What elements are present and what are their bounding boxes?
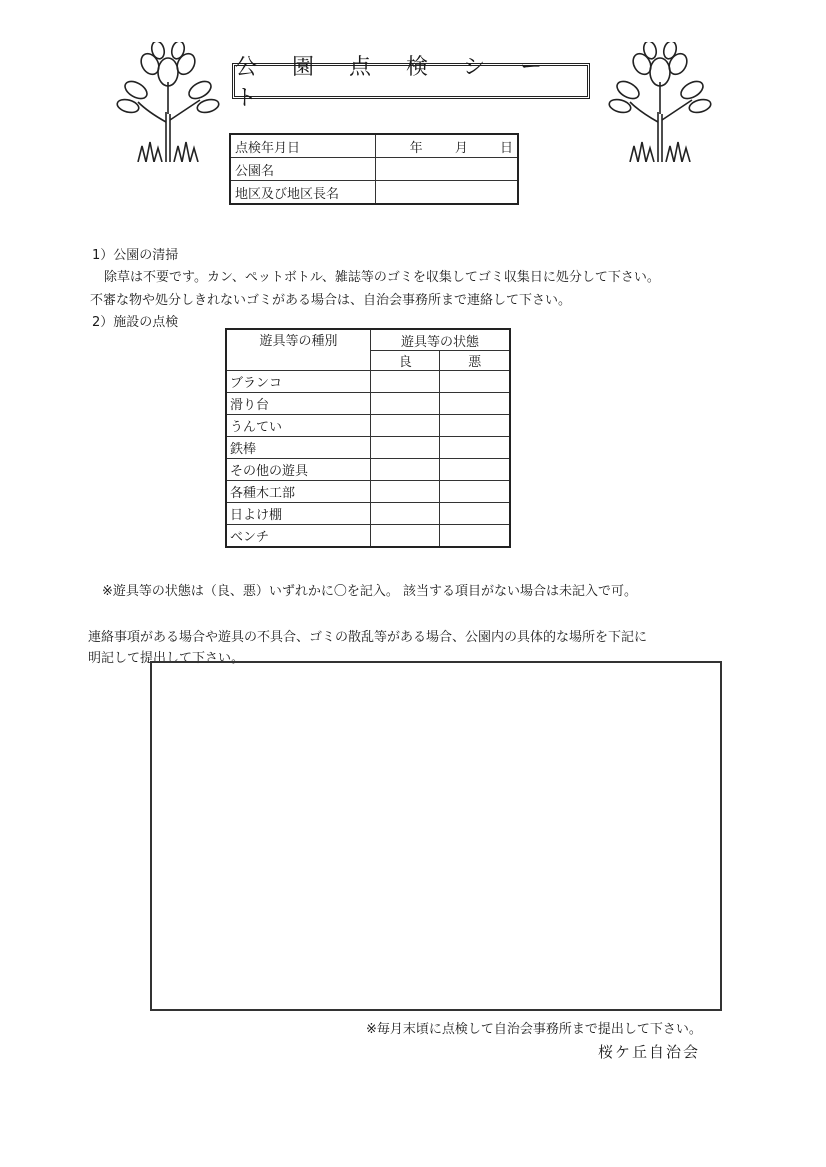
info-table [229,133,519,205]
day-unit: 日 [499,140,513,156]
info-label: 地区及び地区長名 [230,181,375,205]
remarks-box[interactable] [150,661,722,1011]
bad-cell[interactable] [440,459,510,481]
item-label: 鉄棒 [226,437,370,459]
bad-cell[interactable] [440,525,510,548]
section1-line1: 除草は不要です。カン、ペットボトル、雑誌等のゴミを収集してゴミ収集日に処分して下さい。 [104,270,660,285]
table-row [226,503,510,525]
park-name-field[interactable] [375,158,518,181]
item-label: ベンチ [226,525,370,548]
tree-illustration-left [108,42,228,162]
date-field[interactable] [375,134,518,158]
good-cell[interactable] [370,459,440,481]
contact-line1: 連絡事項がある場合や遊具の不具合、ゴミの散乱等がある場合、公園内の具体的な場所を下記に [88,630,648,645]
good-cell[interactable] [370,415,440,437]
header-bad: 悪 [440,351,510,371]
bad-cell[interactable] [440,503,510,525]
item-label: 日よけ棚 [226,503,370,525]
district-field[interactable] [375,181,518,205]
equipment-table [225,328,511,548]
item-label: 各種木工部 [226,481,370,503]
item-label: 滑り台 [226,393,370,415]
bad-cell[interactable] [440,393,510,415]
section2-heading: 2）施設の点検 [92,315,179,330]
info-row-park [230,158,518,181]
good-cell[interactable] [370,393,440,415]
table-row [226,481,510,503]
bad-cell[interactable] [440,437,510,459]
section1-line2: 不審な物や処分しきれないゴミがある場合は、自治会事務所まで連絡して下さい。 [90,293,572,308]
contact-line2: 明記して提出して下さい。 [88,651,245,666]
good-cell[interactable] [370,503,440,525]
year-unit: 年 [409,140,423,156]
info-label: 公園名 [230,158,375,181]
month-unit: 月 [454,140,468,156]
status-note: ※遊具等の状態は（良、悪）いずれかに〇を記入。 該当する項目がない場合は未記入で可。 [102,584,638,599]
header-type: 遊具等の種別 [226,329,370,371]
tree-illustration-right [600,42,720,162]
info-row-district [230,181,518,205]
table-row [226,371,510,393]
table-row [226,459,510,481]
bad-cell[interactable] [440,415,510,437]
page-title: 公 園 点 検 シ ー ト [232,63,590,99]
item-label: ブランコ [226,371,370,393]
bad-cell[interactable] [440,371,510,393]
header-good: 良 [370,351,440,371]
table-row [226,437,510,459]
good-cell[interactable] [370,371,440,393]
footer-note: ※毎月末頃に点検して自治会事務所まで提出して下さい。 [366,1022,702,1037]
table-row [226,393,510,415]
section1-heading: 1）公園の清掃 [92,248,179,263]
info-row-date [230,134,518,158]
good-cell[interactable] [370,481,440,503]
header-status: 遊具等の状態 [370,329,510,351]
item-label: うんてい [226,415,370,437]
organization-name: 桜ケ丘自治会 [598,1043,701,1061]
table-row [226,525,510,548]
item-label: その他の遊具 [226,459,370,481]
good-cell[interactable] [370,525,440,548]
bad-cell[interactable] [440,481,510,503]
table-row [226,415,510,437]
good-cell[interactable] [370,437,440,459]
info-label: 点検年月日 [230,134,375,158]
